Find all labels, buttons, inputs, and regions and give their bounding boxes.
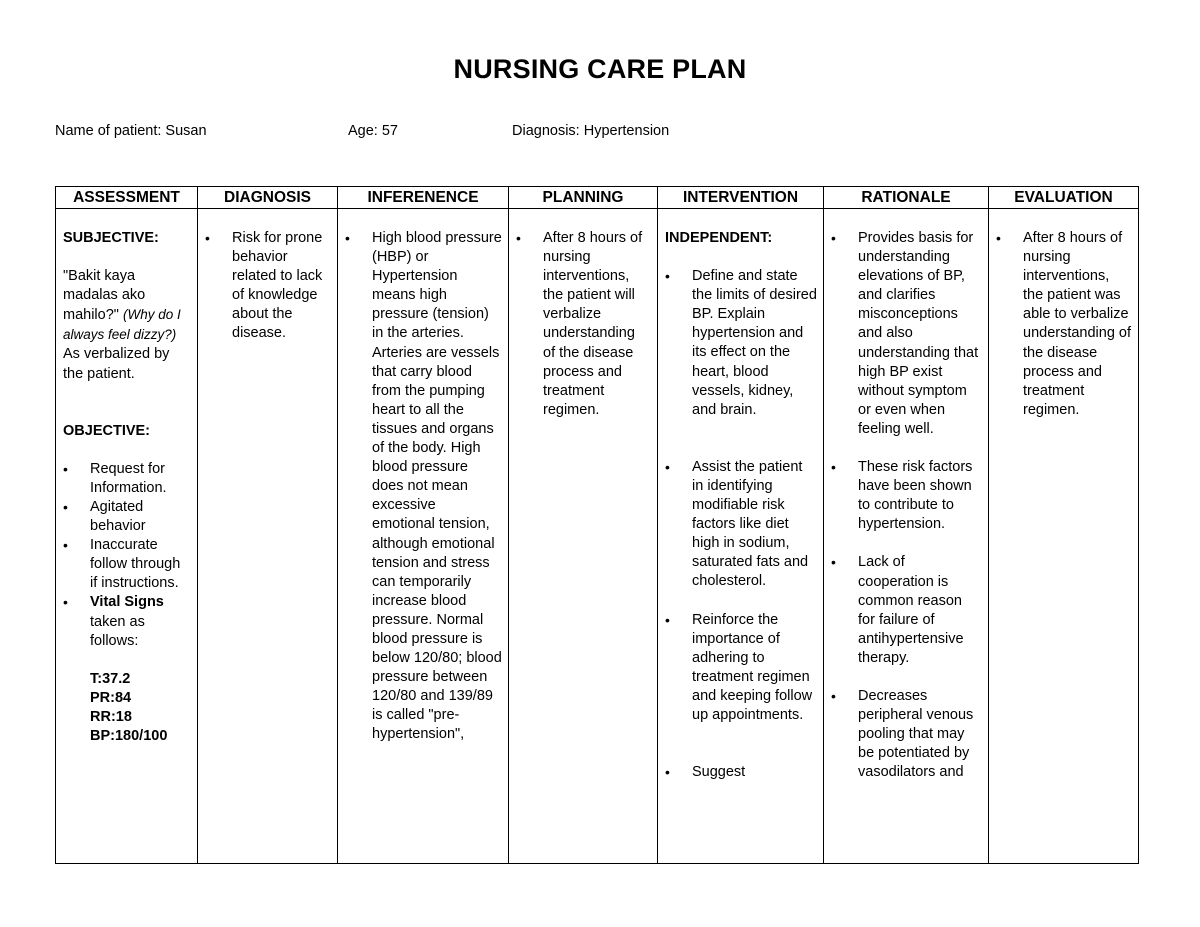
vital-blood-pressure: BP:180/100 (90, 727, 168, 744)
bullet-icon (345, 229, 372, 745)
bullet-icon (665, 458, 692, 592)
verbalized-note: As verbalized by the patient. (63, 346, 170, 382)
header-assessment: ASSESSMENT (56, 187, 198, 209)
bullet-icon (665, 611, 692, 726)
list-item: • Define and state the limits of desired BP. Explain hypertension and its effect on the heart, blood vessels, kidney, and brain. (665, 267, 817, 420)
header-planning: PLANNING (509, 187, 658, 209)
bullet-icon (63, 536, 90, 593)
bullet-icon (996, 229, 1023, 420)
list-item (205, 229, 331, 344)
evaluation-text: After 8 hours of nursing interventions, the patient was able to verbalize understanding of the disease process and treatment regimen. (1023, 230, 1132, 418)
list-item (996, 229, 1132, 420)
subjective-heading: SUBJECTIVE: (63, 230, 159, 246)
intervention-cell (658, 209, 824, 864)
bullet-icon (63, 498, 90, 536)
header-diagnosis: DIAGNOSIS (198, 187, 338, 209)
vital-signs-suffix: taken as follows: (90, 613, 145, 649)
bullet-icon (831, 553, 858, 668)
evaluation-cell (989, 209, 1139, 864)
list-item: • Provides basis for understanding elevations of BP, and clarifies misconceptions and also understanding that high BP exist without symptom or even when feeling well. (831, 229, 982, 439)
list-item: • Inaccurate follow through if instructions. (63, 536, 191, 593)
vital-pulse-rate: PR:84 (90, 689, 132, 706)
patient-name: Name of patient: Susan (55, 123, 207, 139)
patient-diagnosis: Diagnosis: Hypertension (512, 123, 670, 139)
patient-quote: "Bakit kaya madalas ako mahilo?" (63, 268, 146, 324)
independent-heading: INDEPENDENT: (665, 230, 773, 246)
bullet-icon (831, 458, 858, 534)
bullet-icon (665, 267, 692, 420)
header-evaluation: EVALUATION (989, 187, 1139, 209)
rationale-cell (824, 209, 989, 864)
bullet-icon (665, 763, 692, 783)
header-rationale: RATIONALE (824, 187, 989, 209)
list-item: • Lack of cooperation is common reason for failure of antihypertensive therapy. (831, 553, 982, 668)
bullet-icon (63, 460, 90, 498)
list-item: • Request for Information. (63, 460, 191, 498)
list-item (345, 229, 502, 745)
vital-signs-label: Vital Signs (90, 594, 164, 611)
list-item: • Reinforce the importance of adhering to treatment regimen and keeping follow up appointments. (665, 611, 817, 726)
subjective-quote (63, 267, 191, 345)
assessment-cell (56, 209, 198, 864)
inference-cell (338, 209, 509, 864)
care-plan-table (55, 186, 1139, 864)
diagnosis-text: Risk for prone behavior related to lack of knowledge about the disease. (232, 230, 323, 342)
document-title: NURSING CARE PLAN (453, 54, 747, 84)
planning-cell (509, 209, 658, 864)
list-item: • Decreases peripheral venous pooling that may be potentiated by vasodilators and (831, 687, 982, 782)
quote-translation: (Why do I always feel dizzy?) (63, 307, 181, 343)
list-item (516, 229, 651, 420)
bullet-icon (63, 593, 90, 650)
bullet-icon (831, 229, 858, 439)
vital-respiratory-rate: RR:18 (90, 708, 132, 725)
bullet-icon (831, 687, 858, 782)
bullet-icon (516, 229, 543, 420)
list-item (63, 593, 191, 650)
bullet-icon (205, 229, 232, 344)
inference-text: High blood pressure (HBP) or Hypertension means high pressure (tension) in the arteries. Arteries are vessels that carry blood from the pumping heart to all the tissues and organs of the body. High blood pressure does not mean excessive emotional tension, although emotional tension and stress can temporarily increase blood pressure. Normal blood pressure is below 120/80; blood pressure between 120/80 and 139/89 is called "pre-hypertension", (372, 230, 502, 743)
patient-age: Age: 57 (348, 123, 398, 139)
planning-text: After 8 hours of nursing interventions, the patient will verbalize understanding of the disease process and treatment regimen. (543, 230, 643, 418)
diagnosis-cell (198, 209, 338, 864)
vital-temperature: T:37.2 (90, 670, 131, 687)
header-inference: INFERENENCE (338, 187, 509, 209)
list-item: • Suggest (665, 763, 817, 783)
header-intervention: INTERVENTION (658, 187, 824, 209)
objective-heading: OBJECTIVE: (63, 422, 151, 439)
list-item: • These risk factors have been shown to contribute to hypertension. (831, 458, 982, 534)
header-row (56, 187, 1139, 209)
list-item: • Agitated behavior (63, 498, 191, 536)
list-item: • Assist the patient in identifying modifiable risk factors like diet high in sodium, saturated fats and cholesterol. (665, 458, 817, 592)
table-row (56, 209, 1139, 864)
